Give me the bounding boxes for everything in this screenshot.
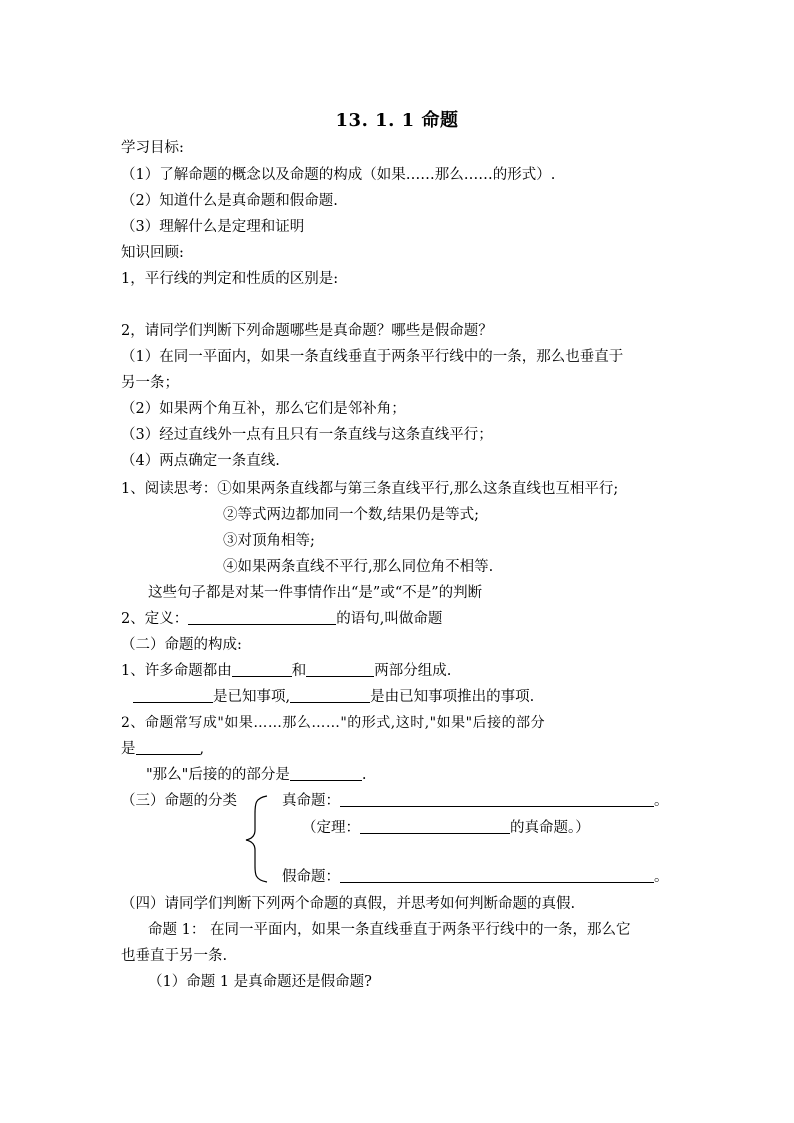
fill-blank[interactable] <box>290 765 362 781</box>
proposition-item: （3）经过直线外一点有且只有一条直线与这条直线平行； <box>121 427 493 443</box>
review-question-2: 2，请同学们判断下列命题哪些是真命题？哪些是假命题？ <box>121 323 493 339</box>
definition-prefix: 2、定义： <box>121 611 189 627</box>
reading-summary: 这些句子都是对某一件事情作出“是”或“不是”的判断 <box>148 585 483 601</box>
classification-heading: （三）命题的分类 <box>121 793 237 809</box>
proposition-item: （4）两点确定一条直线. <box>121 453 280 469</box>
false-proposition-label: 假命题： <box>282 869 340 885</box>
structure-text: . <box>361 767 367 783</box>
structure-text: 是由已知事项推出的事项. <box>370 689 535 705</box>
reading-line: 1、阅读思考：①如果两条直线都与第三条直线平行,那么这条直线也互相平行; <box>121 481 619 497</box>
review-question-1: 1，平行线的判定和性质的区别是: <box>121 271 339 287</box>
structure-line-2 <box>133 687 534 707</box>
false-proposition-blank[interactable] <box>340 867 654 883</box>
structure-line-1 <box>121 661 451 681</box>
fill-blank[interactable] <box>306 661 374 677</box>
theorem-blank[interactable] <box>360 818 510 834</box>
fill-blank[interactable] <box>232 661 292 677</box>
true-proposition-blank[interactable] <box>340 791 654 807</box>
theorem-line <box>302 818 590 838</box>
part4-question-1: （1）命题 1 是真命题还是假命题? <box>148 974 372 990</box>
proposition-item: （2）如果两个角互补，那么它们是邻补角； <box>121 401 406 417</box>
structure-text: , <box>199 741 205 757</box>
definition-line <box>121 609 442 629</box>
structure-text: 是 <box>121 741 136 757</box>
structure-text: 和 <box>291 663 307 679</box>
proposition-1-line: 命题 1： 在同一平面内，如果一条直线垂直于两条平行线中的一条，那么它 <box>148 922 631 938</box>
theorem-suffix: 的真命题。） <box>510 820 590 836</box>
objective-item: （3）理解什么是定理和证明 <box>121 219 305 235</box>
part4-heading: （四）请同学们判断下列两个命题的真假，并思考如何判断命题的真假. <box>121 896 576 912</box>
false-proposition-line <box>282 867 669 887</box>
classification-text: 。 <box>654 793 669 809</box>
structure-text: 1、许多命题都由 <box>121 663 232 679</box>
structure-heading: （二）命题的构成: <box>121 637 242 653</box>
structure-line-4 <box>121 739 204 759</box>
review-heading: 知识回顾: <box>121 245 184 261</box>
structure-text: "那么"后接的的部分是 <box>146 767 290 783</box>
structure-line-3: 2、命题常写成"如果……那么……"的形式,这时,"如果"后接的部分 <box>121 715 546 731</box>
objective-item: （2）知道什么是真命题和假命题. <box>121 193 338 209</box>
curly-brace-icon <box>243 794 271 884</box>
structure-text: 是已知事项, <box>213 689 291 705</box>
reading-line: ③对顶角相等; <box>223 533 315 549</box>
definition-suffix: 的语句,叫做命题 <box>336 611 443 627</box>
objectives-heading: 学习目标: <box>121 140 184 156</box>
page-title: 13. 1. 1 命题 <box>335 110 459 131</box>
true-proposition-label: 真命题： <box>282 793 340 809</box>
proposition-1-continued: 也垂直于另一条. <box>121 948 228 964</box>
fill-blank[interactable] <box>136 739 200 755</box>
fill-blank[interactable] <box>290 687 370 703</box>
objective-item: （1）了解命题的概念以及命题的构成（如果……那么……的形式）. <box>121 167 556 183</box>
definition-blank[interactable] <box>188 609 336 625</box>
reading-line: ④如果两条直线不平行,那么同位角不相等. <box>223 559 494 575</box>
proposition-item: （1）在同一平面内，如果一条直线垂直于两条平行线中的一条，那么也垂直于 <box>121 349 624 365</box>
fill-blank[interactable] <box>133 687 213 703</box>
structure-line-5 <box>146 765 366 785</box>
theorem-prefix: （定理： <box>302 820 360 836</box>
proposition-item-continued: 另一条； <box>121 375 179 391</box>
structure-text: 两部分组成. <box>374 663 452 679</box>
reading-line: ②等式两边都加同一个数,结果仍是等式; <box>223 507 479 523</box>
true-proposition-line <box>282 791 669 811</box>
classification-text: 。 <box>654 869 669 885</box>
